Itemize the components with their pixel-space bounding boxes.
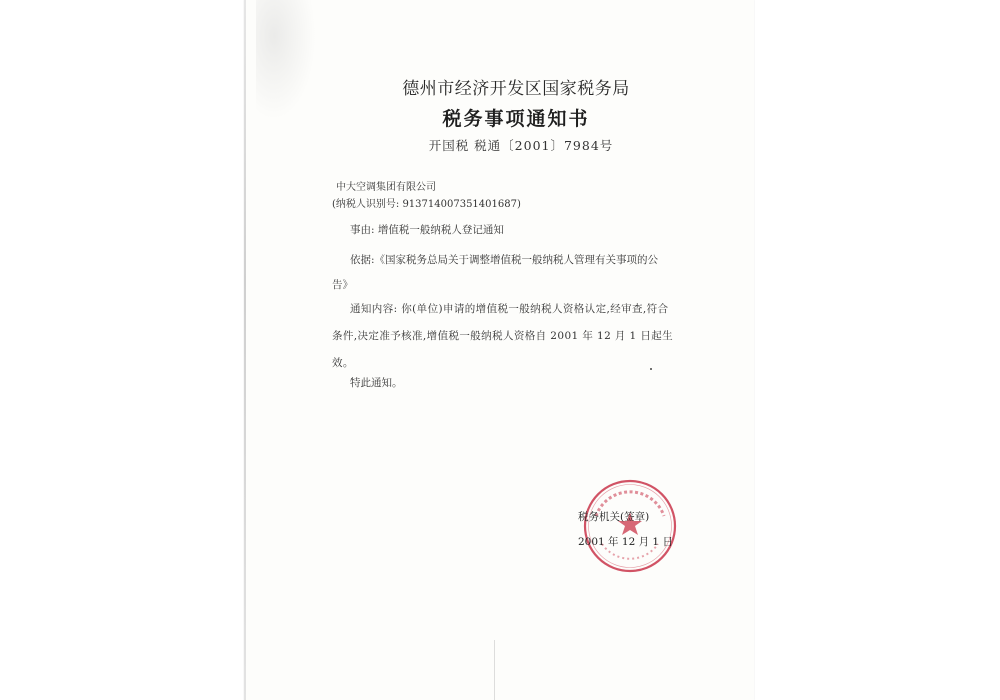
scan-edge xyxy=(244,0,246,700)
notice-basis: 依据:《国家税务总局关于调整增值税一般纳税人管理有关事项的公告》 xyxy=(332,254,659,291)
notice-content: 通知内容: 你(单位)申请的增值税一般纳税人资格认定,经审查,符合条件,决定准予核准,增值税一般纳税人资格自 2001 年 12 月 1 日起生效。 xyxy=(332,303,674,369)
paper-fold-mark xyxy=(494,640,495,700)
notice-document xyxy=(244,0,754,700)
notice-closing: 特此通知。 xyxy=(350,377,403,389)
scan-smudge xyxy=(256,0,316,120)
official-seal-stamp xyxy=(582,478,678,574)
scan-speck xyxy=(650,368,652,370)
issue-date: 2001 年 12 月 1 日 xyxy=(578,536,673,548)
notice-subject: 事由: 增值税一般纳税人登记通知 xyxy=(350,224,504,236)
taxpayer-id: (纳税人识别号: 913714007351401687) xyxy=(332,199,521,210)
recipient-company: 中大空调集团有限公司 xyxy=(336,182,436,193)
issuing-authority: 德州市经济开发区国家税务局 xyxy=(402,79,630,99)
document-number: 开国税 税通〔2001〕7984号 xyxy=(428,138,614,153)
document-title: 税务事项通知书 xyxy=(442,108,590,130)
issuer-signature: 税务机关(签章) xyxy=(578,511,650,523)
